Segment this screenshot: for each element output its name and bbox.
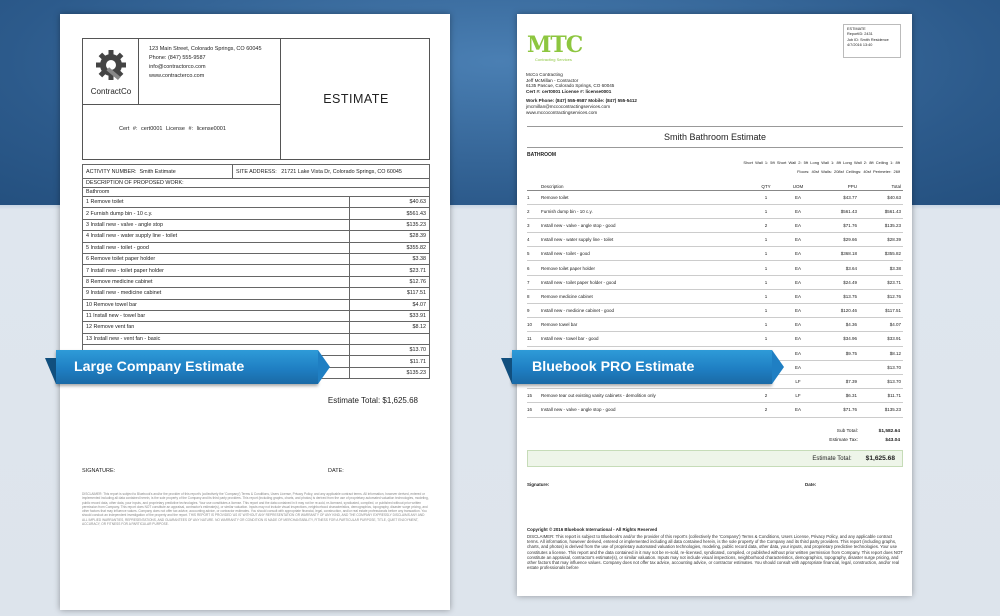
row-description: 9 Install new - medicine cabinet xyxy=(83,288,350,299)
row-ppu: $43.77 xyxy=(815,190,859,204)
row-description: Remove tear out existing vanity cabinets - demolition only xyxy=(541,389,751,403)
table-row xyxy=(527,190,903,204)
row-ppu: $34.96 xyxy=(815,332,859,346)
logo-text: MTC xyxy=(527,32,583,58)
row-uom: EA xyxy=(781,289,815,303)
row-ppu: $120.46 xyxy=(815,304,859,318)
disclaimer: DISCLAIMER: This report is subject to Bluebook's and/or the provider of this report's (collectively the 'Company') Terms & Conditions, Users License, Privacy Policy, and any applicable contract terms. All information, however derived, entered or implemented including all data contained herein, is the sole property of the Company and its third party providers. This report (including graphs, charts, and photos) is derived from the use of proprietary automated valuation technologies, modeling, public record data, other data, your inputs, and proprietary predictive technologies. Your use constitutes a license. This report and the data contained in it may not be re-sold, re-licensed, syndicated, compiled, or published without prior written permission from Company. This report does NOT constitute an appraisal, contractor's estimate(s), or similar valuation. Inputs may not include visual inspections, neighborhood characteristics, demographics, topography, disaster surge pricing, and other factors that may influence values. Company does not offer tax advice, accounting advice, or contractor estimates. You should consult with appropriate financial, legal, construction, and/or real estate professionals before any transaction. You should conduct an independent investigation of the property and the report. THIS REPORT IS PROVIDED 'AS IS' WITHOUT ANY REPRESENTATION OR WARRANTY OF ANY KIND, AND THE COMPANY EXPRESSLY DISCLAIMS ANY AND ALL IMPLIED WARRANTIES, REPRESENTATIONS, AND GUARANTEES OF ANY NATURE. NO WARRANTY OR CONDITION IS MADE OF MERCHANTABILITY, FITNESS FOR A PARTICULAR PURPOSE, TITLE, QUIET ENJOYMENT, ACCURACY, OR FITNESS FOR A PARTICULAR PURPOSE. xyxy=(82,492,429,527)
grand-total-value: $1,625.68 xyxy=(865,455,895,462)
subtotals xyxy=(829,427,900,445)
activity-value: Smith Estimate xyxy=(139,168,176,175)
company-line: jmcmillan@mccocontractingservices.com xyxy=(526,103,611,109)
company-line: Work Phone: (847) 555-9587 Mobile: (847) 555-5412 xyxy=(526,98,637,104)
table-row xyxy=(527,261,903,275)
row-number: 10 xyxy=(527,318,541,332)
row-amount: $135.23 xyxy=(350,367,430,378)
table-row xyxy=(83,253,430,264)
row-amount: $13.70 xyxy=(350,345,430,356)
row-description: Remove medicine cabinet xyxy=(541,289,751,303)
row-description: 2 Furnish dump bin - 10 c.y. xyxy=(83,208,350,219)
row-total: $561.43 xyxy=(859,204,903,218)
box-line: ReportID: 2431 xyxy=(847,32,873,37)
row-uom: EA xyxy=(781,233,815,247)
disclaimer: DISCLAIMER: This report is subject to Bluebook's and/or the provider of this report's (collectively the 'Company') Terms & Conditions, Users License, Privacy Policy, and any applicable contract terms. All information, however derived, entered or implemented including all data contained herein, is the sole property of the Company and its third party providers. This report (including graphs, charts, and photos) is derived from the use of proprietary automated valuation technologies, modeling, public record data, other data, your inputs, and proprietary predictive technologies. Your use constitutes a license. This report and the data contained in it may not be re-sold, re-licensed, syndicated, compiled, or published without prior written permission from Company. This report does NOT constitute an appraisal, contractor's estimate(s), or similar valuation. Inputs may not include visual inspections, neighborhood characteristics, demographics, topography, disaster surge pricing, and other factors that may influence values. Company does not offer tax advice, accounting advice, or contractor estimates. You should consult with appropriate financial, legal, construction, and/or real estate professionals before xyxy=(527,534,903,571)
row-uom: EA xyxy=(781,204,815,218)
gear-wrench-icon xyxy=(94,48,128,82)
header-qty: QTY xyxy=(751,183,781,190)
row-total: $8.12 xyxy=(859,346,903,360)
box-line: 4/7/2016 13:40 xyxy=(847,42,873,47)
row-uom: EA xyxy=(781,346,815,360)
row-qty: 1 xyxy=(751,261,781,275)
row-description: 12 Remove vent fan xyxy=(83,322,350,333)
company-address xyxy=(139,39,281,105)
estimate-table xyxy=(82,164,430,379)
section-bathroom: Bathroom xyxy=(82,187,430,196)
table-row xyxy=(83,265,430,276)
row-number: 15 xyxy=(527,389,541,403)
row-amount: $23.71 xyxy=(350,265,430,276)
row-uom: EA xyxy=(781,304,815,318)
table-row xyxy=(83,219,430,230)
table-row xyxy=(83,333,430,344)
table-row xyxy=(83,322,430,333)
row-number: 1 xyxy=(527,190,541,204)
row-amount: $3.38 xyxy=(350,253,430,264)
activity-row xyxy=(82,164,430,178)
row-number: 9 xyxy=(527,304,541,318)
ribbon-bluebook-pro xyxy=(512,350,772,384)
row-total: $4.07 xyxy=(859,318,903,332)
signature-label: SIGNATURE: xyxy=(82,468,116,474)
row-number: 5 xyxy=(527,247,541,261)
row-qty: 1 xyxy=(751,318,781,332)
row-number: 4 xyxy=(527,233,541,247)
estimate-title: ESTIMATE xyxy=(323,92,389,106)
row-ppu: $6.31 xyxy=(815,389,859,403)
table-row xyxy=(83,310,430,321)
row-uom: EA xyxy=(781,360,815,374)
ribbon-large-company xyxy=(56,350,318,384)
table-row xyxy=(83,299,430,310)
table-row xyxy=(83,242,430,253)
row-description: Install new - valve - angle stop - good xyxy=(541,218,751,232)
row-ppu: $368.18 xyxy=(815,247,859,261)
subtotal-value: $1,582.64 xyxy=(878,429,900,434)
table-row xyxy=(527,332,903,346)
estimate-header xyxy=(82,38,430,160)
row-uom: EA xyxy=(781,318,815,332)
table-row xyxy=(527,275,903,289)
row-description: Install new - medicine cabinet - good xyxy=(541,304,751,318)
row-ppu: $71.76 xyxy=(815,403,859,417)
row-qty: 2 xyxy=(751,218,781,232)
bluebook-pro-estimate-page xyxy=(517,14,912,596)
report-info-box xyxy=(843,24,901,58)
row-amount: $11.71 xyxy=(350,356,430,367)
row-qty: 2 xyxy=(751,389,781,403)
row-description: 11 Install new - towel bar xyxy=(83,310,350,321)
row-amount: $12.76 xyxy=(350,276,430,287)
header-ppu: PPU xyxy=(815,183,859,190)
table-row xyxy=(527,204,903,218)
grand-total xyxy=(527,450,903,467)
row-description: 1 Remove toilet xyxy=(83,197,350,208)
signature-label: Signature: xyxy=(527,482,550,487)
ribbon-label: Bluebook PRO Estimate xyxy=(532,359,695,375)
row-description: Install new - valve - angle stop - good xyxy=(541,403,751,417)
row-description: 3 Install new - valve - angle stop xyxy=(83,219,350,230)
row-total: $28.39 xyxy=(859,233,903,247)
section-bathroom: BATHROOM xyxy=(527,152,557,158)
row-uom: EA xyxy=(781,247,815,261)
company-line: Jeff McMillan - Contractor xyxy=(526,77,579,83)
row-amount: $40.63 xyxy=(350,197,430,208)
phone-line: Phone: (847) 555-9587 xyxy=(149,55,206,61)
table-row xyxy=(83,197,430,208)
row-description: Furnish dump bin - 10 c.y. xyxy=(541,204,751,218)
contractco-logo xyxy=(83,39,139,105)
row-total: $40.63 xyxy=(859,190,903,204)
row-ppu xyxy=(815,360,859,374)
row-amount: $33.91 xyxy=(350,310,430,321)
address-line: 123 Main Street, Colorado Springs, CO 60045 xyxy=(149,46,262,52)
row-description: Remove toilet paper holder xyxy=(541,261,751,275)
row-qty: 1 xyxy=(751,233,781,247)
row-uom: EA xyxy=(781,275,815,289)
row-ppu: $561.43 xyxy=(815,204,859,218)
row-qty: 1 xyxy=(751,275,781,289)
row-description: Remove toilet xyxy=(541,190,751,204)
row-description: 5 Install new - toilet - good xyxy=(83,242,350,253)
description-heading: DESCRIPTION OF PROPOSED WORK: xyxy=(82,178,430,187)
row-total: $117.51 xyxy=(859,304,903,318)
table-row xyxy=(83,208,430,219)
row-ppu: $7.39 xyxy=(815,374,859,388)
row-description: 7 Install new - toilet paper holder xyxy=(83,265,350,276)
row-description: 10 Remove towel bar xyxy=(83,299,350,310)
table-row xyxy=(83,276,430,287)
company-line: Cert #: cert0001 License #: license0001 xyxy=(526,88,612,94)
row-ppu: $71.76 xyxy=(815,218,859,232)
table-row xyxy=(83,231,430,242)
row-amount xyxy=(350,333,430,344)
dims-line: Floors: 40sf Walls: 208sf Ceilings: 40sf Perimeter: 26lf xyxy=(797,169,900,174)
box-line: ESTIMATE xyxy=(847,27,866,31)
row-total: $135.23 xyxy=(859,218,903,232)
row-uom: EA xyxy=(781,261,815,275)
email-line: info@contractorco.com xyxy=(149,64,206,70)
row-ppu: $4.36 xyxy=(815,318,859,332)
row-uom: EA xyxy=(781,218,815,232)
subtotal-label: Sub Total: xyxy=(836,429,858,434)
row-ppu: $9.75 xyxy=(815,346,859,360)
row-total: $13.70 xyxy=(859,360,903,374)
row-amount: $28.39 xyxy=(350,231,430,242)
box-line: Job ID: Smith Residence xyxy=(847,37,889,42)
table-row xyxy=(527,289,903,303)
row-uom: LF xyxy=(781,389,815,403)
estimate-total: Estimate Total: $1,625.68 xyxy=(327,396,418,405)
table-row xyxy=(527,233,903,247)
tax-value: $43.04 xyxy=(885,438,900,443)
row-total: $11.71 xyxy=(859,389,903,403)
room-dimensions xyxy=(743,158,900,176)
row-total: $23.71 xyxy=(859,275,903,289)
row-number: 2 xyxy=(527,204,541,218)
estimate-title: Smith Bathroom Estimate xyxy=(527,126,903,148)
table-row xyxy=(527,318,903,332)
row-qty: 1 xyxy=(751,304,781,318)
row-uom: EA xyxy=(781,332,815,346)
row-number: 6 xyxy=(527,261,541,275)
copyright: Copyright © 2016 Bluebook International - All Rights Reserved xyxy=(527,527,658,532)
tax-label: Estimate Tax: xyxy=(829,438,858,443)
table-row xyxy=(527,304,903,318)
activity-label: ACTIVITY NUMBER: xyxy=(86,168,137,175)
table-row xyxy=(527,403,903,417)
row-total: $12.76 xyxy=(859,289,903,303)
site-value: 21721 Lake Vista Dr, Colorado Springs, CO 60045 xyxy=(281,168,402,175)
row-description: Install new - toilet - good xyxy=(541,247,751,261)
row-amount: $355.82 xyxy=(350,242,430,253)
row-description: 13 Install new - vent fan - basic xyxy=(83,333,350,344)
logo-label: ContractCo xyxy=(90,87,132,96)
row-number: 3 xyxy=(527,218,541,232)
header-description: Description xyxy=(541,183,751,190)
row-description: Install new - towel bar - good xyxy=(541,332,751,346)
row-amount: $561.43 xyxy=(350,208,430,219)
company-info xyxy=(526,72,637,115)
company-name: McCo Contracting xyxy=(526,72,563,77)
header-uom: UOM xyxy=(781,183,815,190)
row-total: $33.91 xyxy=(859,332,903,346)
row-number: 16 xyxy=(527,403,541,417)
row-number: 11 xyxy=(527,332,541,346)
row-amount: $4.07 xyxy=(350,299,430,310)
signature-line xyxy=(82,468,430,474)
ribbon-label: Large Company Estimate xyxy=(74,359,245,375)
row-description: Install new - water supply line - toilet xyxy=(541,233,751,247)
dims-line: Short Wall 1: 5ft Short Wall 2: 5ft Long Wall 1: 8ft Long Wall 2: 8ft Ceiling 1: 8ft xyxy=(743,160,900,165)
company-line: 6135 Pascue, Colorado Springs, CO 60045 xyxy=(526,83,615,89)
grand-total-label: Estimate Total: xyxy=(812,455,852,462)
date-label: Date: xyxy=(805,482,817,487)
row-uom: EA xyxy=(781,190,815,204)
row-ppu: $3.64 xyxy=(815,261,859,275)
row-qty: 1 xyxy=(751,190,781,204)
website-line: www.contracterco.com xyxy=(149,73,205,79)
row-description: 4 Install new - water supply line - toilet xyxy=(83,231,350,242)
row-qty: 1 xyxy=(751,204,781,218)
row-number: 7 xyxy=(527,275,541,289)
row-amount: $117.51 xyxy=(350,288,430,299)
row-qty: 1 xyxy=(751,332,781,346)
row-total: $13.70 xyxy=(859,374,903,388)
cert-license: Cert #: cert0001 License #: license0001 xyxy=(83,105,281,159)
header-total: Total xyxy=(859,183,903,190)
row-ppu: $24.49 xyxy=(815,275,859,289)
table-row xyxy=(527,389,903,403)
large-company-estimate-page xyxy=(60,14,450,610)
row-ppu: $13.75 xyxy=(815,289,859,303)
date-label: DATE: xyxy=(328,468,344,474)
row-description: Install new - toilet paper holder - good xyxy=(541,275,751,289)
signature-line xyxy=(527,482,903,487)
row-amount: $8.12 xyxy=(350,322,430,333)
site-label: SITE ADDRESS: xyxy=(236,168,277,175)
row-number: 8 xyxy=(527,289,541,303)
row-uom: LF xyxy=(781,374,815,388)
row-total: $355.82 xyxy=(859,247,903,261)
row-total: $3.38 xyxy=(859,261,903,275)
row-description: 8 Remove medicine cabinet xyxy=(83,276,350,287)
mtc-logo xyxy=(527,32,585,72)
row-ppu: $29.66 xyxy=(815,233,859,247)
company-line: www.mccocontractingservices.com xyxy=(526,109,598,115)
row-uom: EA xyxy=(781,403,815,417)
table-row xyxy=(527,247,903,261)
row-total: $135.23 xyxy=(859,403,903,417)
table-row xyxy=(83,288,430,299)
table-row xyxy=(527,218,903,232)
logo-subtitle: Contracting Services xyxy=(535,57,572,62)
row-description: 6 Remove toilet paper holder xyxy=(83,253,350,264)
row-qty: 1 xyxy=(751,289,781,303)
row-amount: $135.23 xyxy=(350,219,430,230)
row-qty: 1 xyxy=(751,247,781,261)
row-qty: 2 xyxy=(751,403,781,417)
row-description: Remove towel bar xyxy=(541,318,751,332)
